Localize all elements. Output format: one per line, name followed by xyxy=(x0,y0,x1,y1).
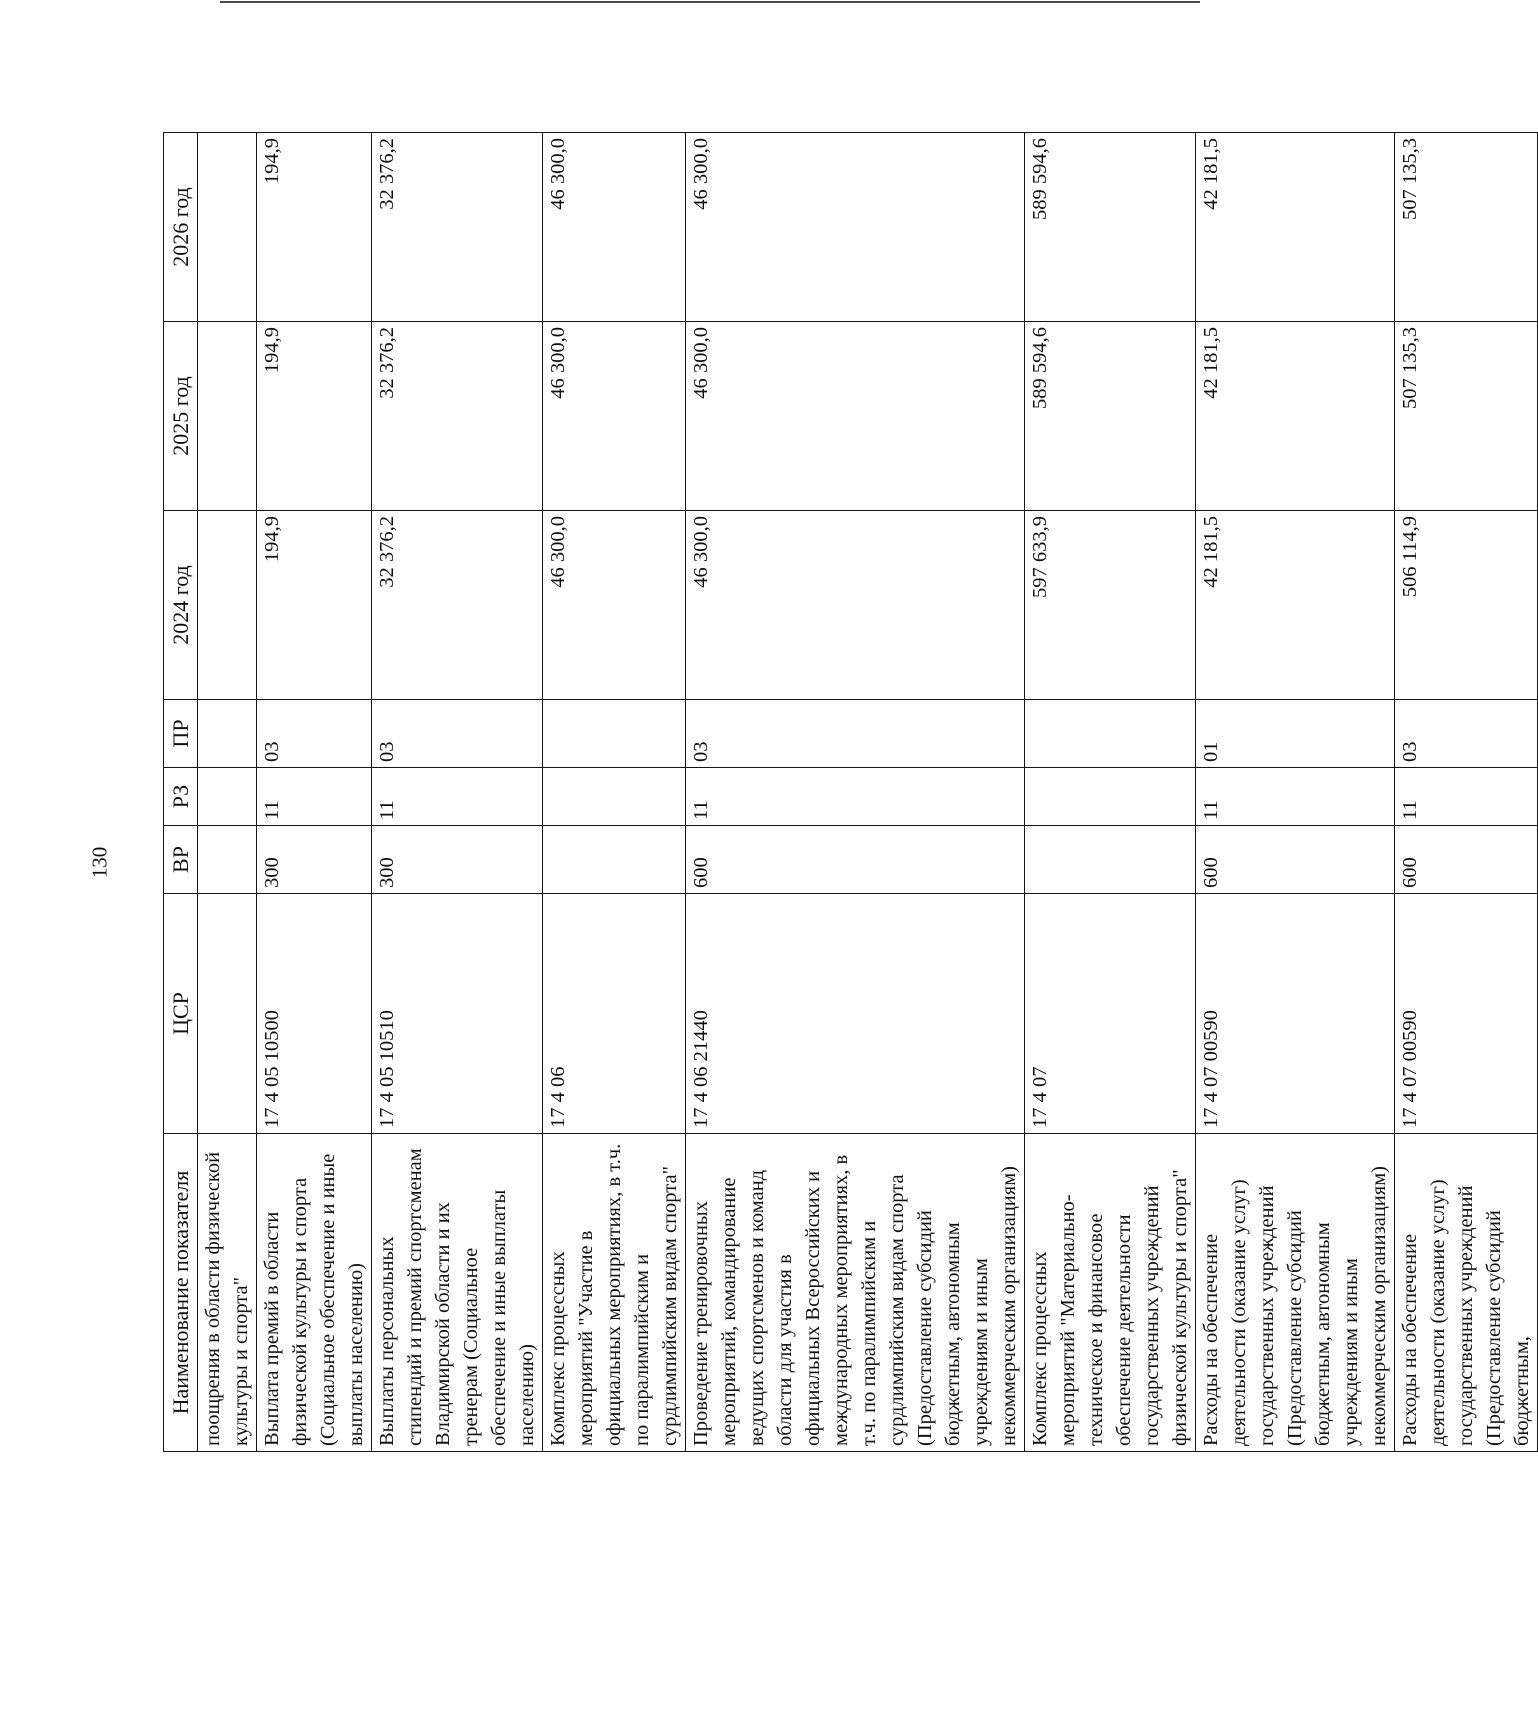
cell-2025: 589 594,6 xyxy=(1025,322,1196,511)
cell-name: Расходы на обеспечение деятельности (оказание услуг) государственных учреждений (Предоставление субсидий бюджетным, автономным учреждениям и иным некоммерческим организациям) xyxy=(1196,1134,1395,1452)
cell-2024: 194,9 xyxy=(257,511,372,700)
cell-2026 xyxy=(198,133,257,322)
cell-pr xyxy=(543,700,686,768)
cell-csr: 17 4 05 10510 xyxy=(372,894,543,1134)
header-rz: РЗ xyxy=(164,768,198,826)
cell-pr: 01 xyxy=(1196,700,1395,768)
cell-2025: 46 300,0 xyxy=(543,322,686,511)
table-row xyxy=(257,133,372,1452)
header-2024: 2024 год xyxy=(164,511,198,700)
cell-name: Комплекс процессных мероприятий "Участие в официальных мероприятиях, в т.ч. по паралимпийским и сурдлимпийским видам спорта" xyxy=(543,1134,686,1452)
cell-rz: 11 xyxy=(1196,768,1395,826)
cell-csr: 17 4 05 10500 xyxy=(257,894,372,1134)
header-vr: ВР xyxy=(164,826,198,894)
cell-2024: 597 633,9 xyxy=(1025,511,1196,700)
cell-vr: 300 xyxy=(372,826,543,894)
table-row xyxy=(1025,133,1196,1452)
cell-csr: 17 4 07 00590 xyxy=(1196,894,1395,1134)
table-header-row xyxy=(164,133,198,1452)
header-pr: ПР xyxy=(164,700,198,768)
cell-pr xyxy=(1025,700,1196,768)
cell-2024: 46 300,0 xyxy=(686,511,1025,700)
rotated-page xyxy=(163,133,1533,1452)
cell-2024: 46 300,0 xyxy=(543,511,686,700)
cell-pr: 03 xyxy=(257,700,372,768)
cell-2025: 194,9 xyxy=(257,322,372,511)
cell-csr: 17 4 07 00590 xyxy=(1395,894,1538,1134)
cell-rz: 11 xyxy=(686,768,1025,826)
cell-rz: 11 xyxy=(257,768,372,826)
budget-table xyxy=(163,132,1538,1452)
cell-name: Выплаты персональных стипендий и премий спортсменам Владимирской области и их тренерам (Социальное обеспечение и иные выплаты населению) xyxy=(372,1134,543,1452)
table-row xyxy=(1196,133,1395,1452)
cell-2026: 507 135,3 xyxy=(1395,133,1538,322)
cell-vr: 600 xyxy=(1395,826,1538,894)
cell-2025 xyxy=(198,322,257,511)
cell-vr xyxy=(543,826,686,894)
cell-name: поощрения в области физической культуры и спорта" xyxy=(198,1134,257,1452)
cell-pr: 03 xyxy=(1395,700,1538,768)
cell-vr: 300 xyxy=(257,826,372,894)
cell-csr: 17 4 07 xyxy=(1025,894,1196,1134)
cell-rz: 11 xyxy=(1395,768,1538,826)
cell-2024: 506 114,9 xyxy=(1395,511,1538,700)
cell-2026: 32 376,2 xyxy=(372,133,543,322)
cell-2025: 32 376,2 xyxy=(372,322,543,511)
cell-2026: 46 300,0 xyxy=(543,133,686,322)
cell-csr: 17 4 06 21440 xyxy=(686,894,1025,1134)
cell-2026: 589 594,6 xyxy=(1025,133,1196,322)
cell-name: Выплата премий в области физической культуры и спорта (Социальное обеспечение и иные выплаты населению) xyxy=(257,1134,372,1452)
cell-csr xyxy=(198,894,257,1134)
cell-csr: 17 4 06 xyxy=(543,894,686,1134)
cell-vr: 600 xyxy=(686,826,1025,894)
page-number: 130 xyxy=(87,846,112,879)
header-2026: 2026 год xyxy=(164,133,198,322)
cell-2026: 46 300,0 xyxy=(686,133,1025,322)
cell-vr: 600 xyxy=(1196,826,1395,894)
cell-2026: 42 181,5 xyxy=(1196,133,1395,322)
cell-2024: 32 376,2 xyxy=(372,511,543,700)
cell-name: Проведение тренировочных мероприятий, командирование ведущих спортсменов и команд области для участия в официальных Всероссийских и международных мероприятиях, в т.ч. по паралимпийским и сурдлимпийским видам спорта (Предоставление субсидий бюджетным, автономным учреждениям и иным некоммерческим организациям) xyxy=(686,1134,1025,1452)
cell-2024: 42 181,5 xyxy=(1196,511,1395,700)
top-edge-line xyxy=(220,1,1200,3)
table-row xyxy=(686,133,1025,1452)
cell-rz xyxy=(1025,768,1196,826)
cell-2025: 42 181,5 xyxy=(1196,322,1395,511)
cell-name: Комплекс процессных мероприятий "Материально-техническое и финансовое обеспечение деятельности государственных учреждений физической культуры и спорта" xyxy=(1025,1134,1196,1452)
cell-rz: 11 xyxy=(372,768,543,826)
header-2025: 2025 год xyxy=(164,322,198,511)
cell-2024 xyxy=(198,511,257,700)
table-row xyxy=(1395,133,1538,1452)
cell-vr xyxy=(198,826,257,894)
header-name: Наименование показателя xyxy=(164,1134,198,1452)
cell-2026: 194,9 xyxy=(257,133,372,322)
cell-name: Расходы на обеспечение деятельности (оказание услуг) государственных учреждений (Предоставление субсидий бюджетным, xyxy=(1395,1134,1538,1452)
cell-pr: 03 xyxy=(686,700,1025,768)
table-row xyxy=(372,133,543,1452)
header-csr: ЦСР xyxy=(164,894,198,1134)
cell-rz xyxy=(543,768,686,826)
table-row xyxy=(198,133,257,1452)
cell-2025: 46 300,0 xyxy=(686,322,1025,511)
cell-pr: 03 xyxy=(372,700,543,768)
cell-2025: 507 135,3 xyxy=(1395,322,1538,511)
cell-vr xyxy=(1025,826,1196,894)
cell-rz xyxy=(198,768,257,826)
table-row xyxy=(543,133,686,1452)
cell-pr xyxy=(198,700,257,768)
